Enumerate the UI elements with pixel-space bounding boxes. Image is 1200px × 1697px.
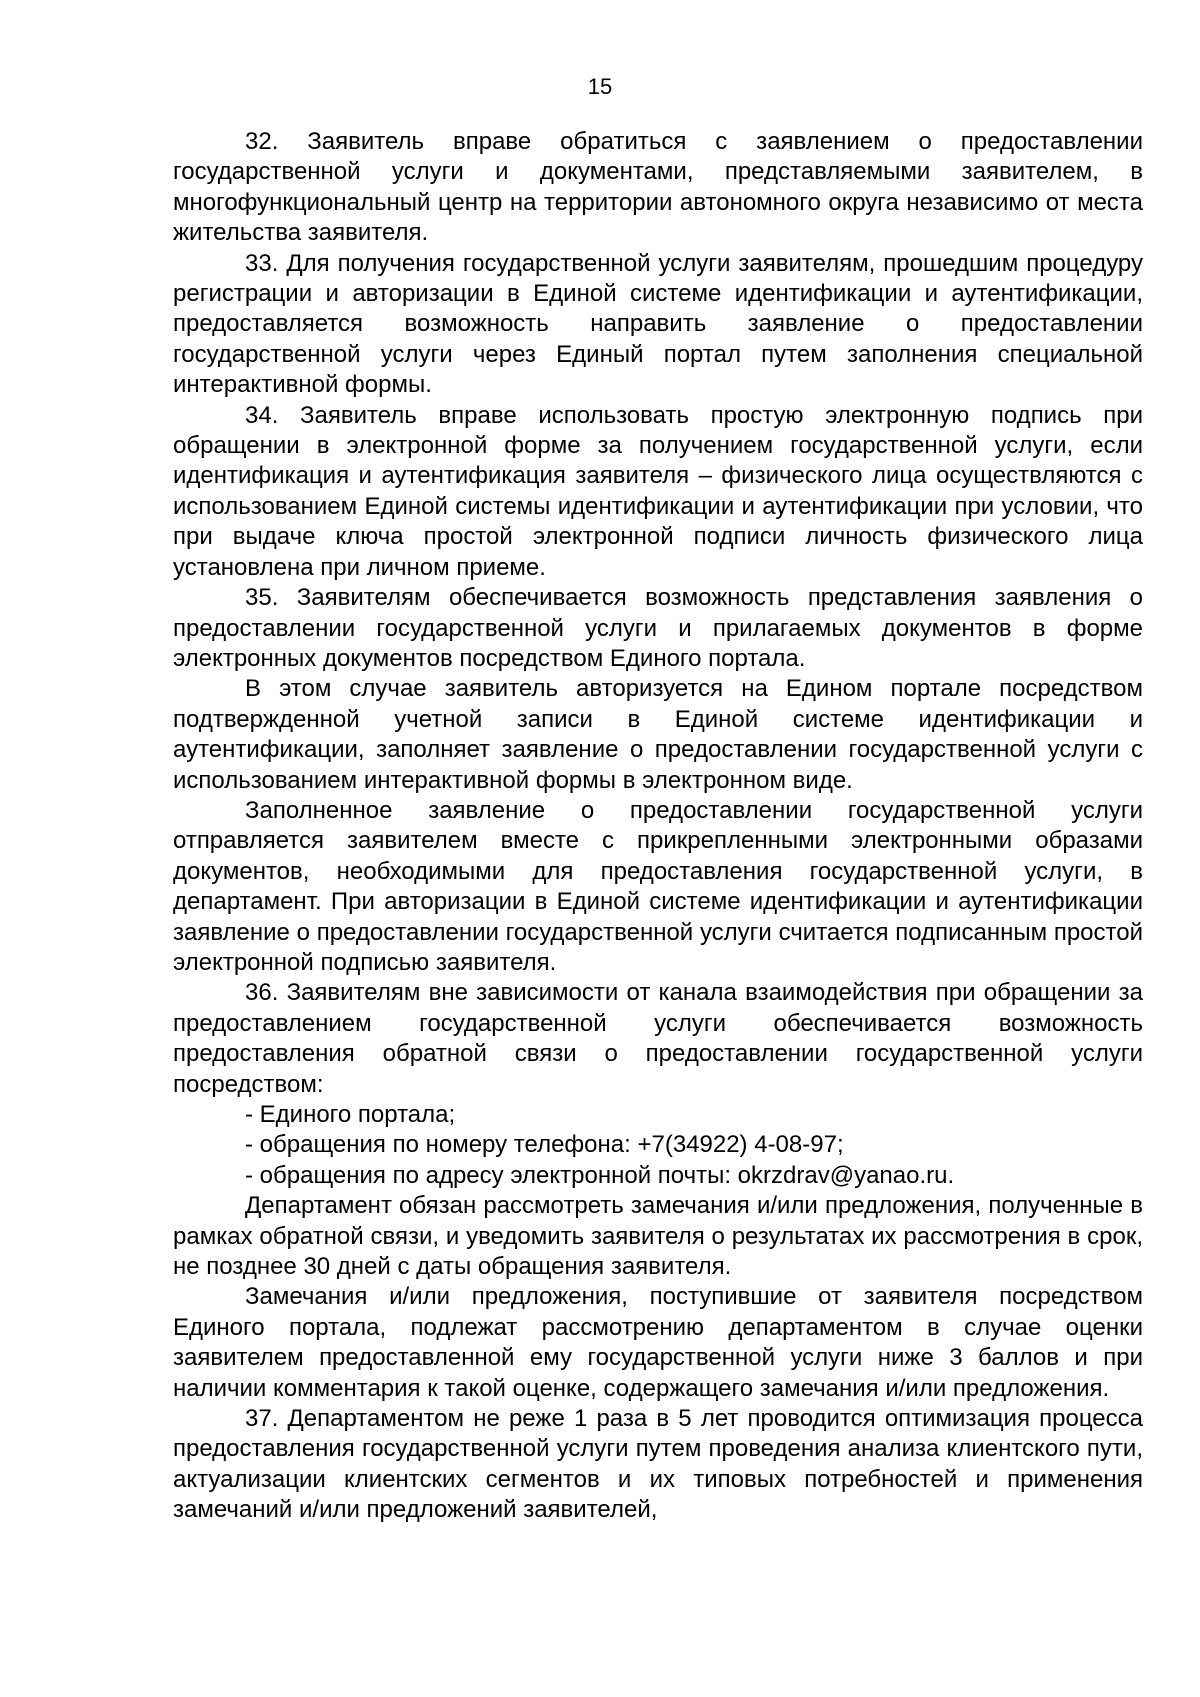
feedback-channel-portal: - Единого портала; (245, 1101, 456, 1128)
paragraph-36: 36. Заявителям вне зависимости от канала взаимодействия при обращении за предоставлением государственной услуги обеспечивается возможность предоставления обратной связи о предоставлении государственной услуги посредством: (173, 979, 1143, 1098)
paragraph-36-portal-remarks: Замечания и/или предложения, поступившие от заявителя посредством Единого портала, подлежат рассмотрению департаментом в случае оценки заявителем предоставленной ему государственной услуги ниже 3 баллов и при наличии комментария к такой оценке, содержащего замечания и/или предложения. (173, 1283, 1143, 1402)
paragraph-32: 32. Заявитель вправе обратиться с заявлением о предоставлении государственной услуги и документами, представляемыми заявителем, в многофункциональный центр на территории автономного округа независимо от места жительства заявителя. (173, 128, 1143, 247)
feedback-channel-email: - обращения по адресу электронной почты: okrzdrav@yanao.ru. (245, 1161, 955, 1189)
page-number: 15 (587, 74, 613, 99)
document-body (173, 127, 1143, 1526)
paragraph-36-review-deadline: Департамент обязан рассмотреть замечания и/или предложения, полученные в рамках обратной связи, и уведомить заявителя о результатах их рассмотрения в срок, не позднее 30 дней с даты обращения заявителя. (173, 1192, 1143, 1281)
paragraph-33: 33. Для получения государственной услуги заявителям, прошедшим процедуру регистрации и авторизации в Единой системе идентификации и аутентификации, предоставляется возможность направить заявление о предоставлении государственной услуги через Единый портал путем заполнения специальной интерактивной формы. (173, 249, 1143, 399)
paragraph-34: 34. Заявитель вправе использовать простую электронную подпись при обращении в электронной форме за получением государственной услуги, если идентификация и аутентификация заявителя – физического лица осуществляются с использованием Единой системы идентификации и аутентификации при условии, что при выдаче ключа простой электронной подписи личность физического лица установлена при личном приеме. (173, 401, 1143, 581)
feedback-channel-phone: - обращения по номеру телефона: +7(34922) 4-08-97; (245, 1131, 844, 1159)
paragraph-37: 37. Департаментом не реже 1 раза в 5 лет проводится оптимизация процесса предоставления государственной услуги путем проведения анализа клиентского пути, актуализации клиентских сегментов и их типовых потребностей и применения замечаний и/или предложений заявителей, (173, 1405, 1143, 1524)
paragraph-35-portal-authorization: В этом случае заявитель авторизуется на Едином портале посредством подтвержденной учетной записи в Единой системе идентификации и аутентификации, заполняет заявление о предоставлении государственной услуги с использованием интерактивной формы в электронном виде. (173, 675, 1143, 794)
paragraph-35: 35. Заявителям обеспечивается возможность представления заявления о предоставлении государственной услуги и прилагаемых документов в форме электронных документов посредством Единого портала. (173, 584, 1143, 672)
paragraph-35-submission: Заполненное заявление о предоставлении государственной услуги отправляется заявителем вместе с прикрепленными электронными образами документов, необходимыми для предоставления государственной услуги, в департамент. При авторизации в Единой системе идентификации и аутентификации заявление о предоставлении государственной услуги считается подписанным простой электронной подписью заявителя. (173, 796, 1143, 976)
